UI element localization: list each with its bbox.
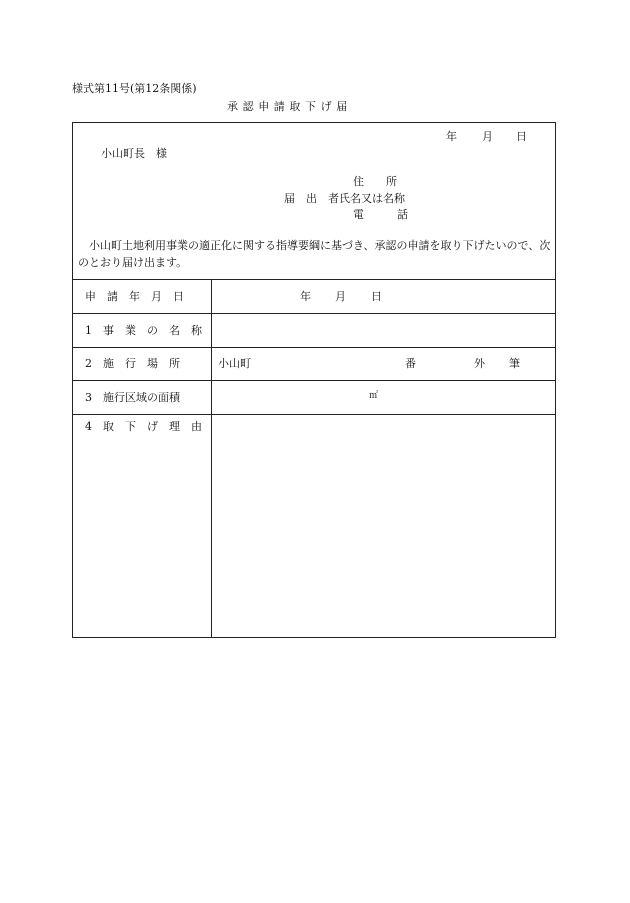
application-date-label: 申 請 年 月 日	[85, 290, 184, 303]
notice-date-year: 年	[446, 130, 457, 143]
phone-label: 電 話	[353, 208, 408, 221]
application-month: 月	[335, 290, 346, 303]
location-ban: 番	[405, 357, 416, 370]
application-day: 日	[371, 290, 382, 303]
withdrawal-reason-label: 4 取 下 げ 理 由	[85, 420, 202, 433]
table-column-divider	[211, 279, 212, 638]
form-title: 承認申請取下げ届	[227, 100, 352, 113]
notifier-label: 届 出 者	[284, 192, 339, 205]
location-gai: 外	[474, 357, 485, 370]
location-hitsu: 筆	[509, 357, 520, 370]
notice-date-month: 月	[482, 130, 493, 143]
project-name-label: 1 事 業 の 名 称	[85, 324, 202, 337]
location-town: 小山町	[218, 357, 251, 370]
area-unit: ㎡	[369, 391, 379, 401]
divider-row-1	[72, 313, 556, 314]
notice-body-text: 小山町土地利用事業の適正化に関する指導要綱に基づき、承認の申請を取り下げたいので、次のとおり届け出ます。	[78, 239, 551, 269]
divider-notice-table	[72, 279, 556, 280]
form-number: 様式第11号(第12条関係)	[72, 82, 197, 95]
location-label: 2 施 行 場 所	[85, 357, 180, 370]
divider-row-2	[72, 347, 556, 348]
name-label: 氏名又は名称	[339, 192, 405, 205]
area-label: 3 施行区域の面積	[85, 391, 180, 404]
notice-date-day: 日	[516, 130, 527, 143]
divider-row-4	[72, 414, 556, 415]
address-label: 住 所	[353, 175, 397, 188]
addressee: 小山町長 様	[101, 147, 167, 160]
application-year: 年	[300, 290, 311, 303]
divider-row-3	[72, 380, 556, 381]
